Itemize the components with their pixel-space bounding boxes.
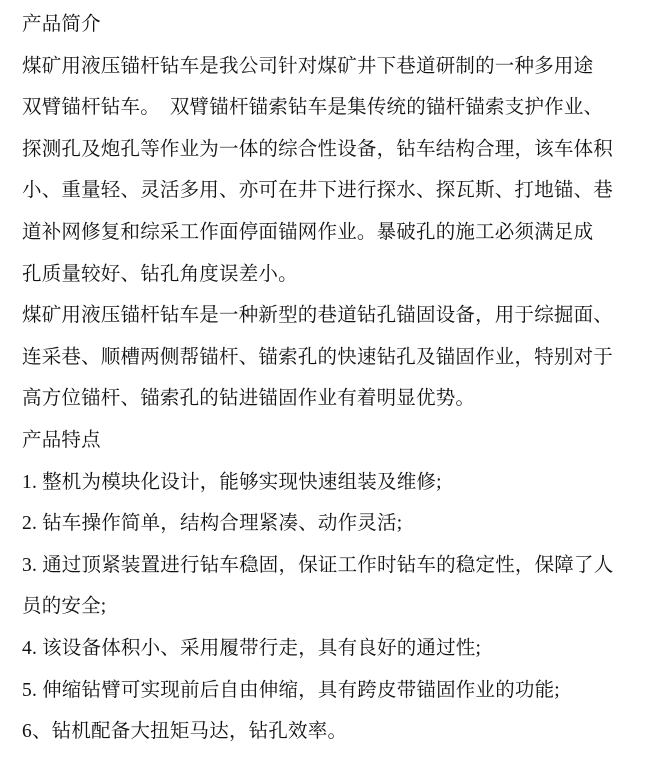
intro-paragraph2-line: 煤矿用液压锚杆钻车是一种新型的巷道钻孔锚固设备，用于综掘面、 <box>22 305 614 327</box>
intro-paragraph2-line: 连采巷、顺槽两侧帮锚杆、锚索孔的快速钻孔及锚固作业，特别对于 <box>22 346 614 368</box>
feature-item-line: 5. 伸缩钻臂可实现前后自由伸缩，具有跨皮带锚固作业的功能; <box>22 679 560 701</box>
feature-item-line: 1. 整机为模块化设计，能够实现快速组装及维修; <box>22 471 442 493</box>
feature-item-line: 2. 钻车操作简单，结构合理紧凑、动作灵活; <box>22 513 403 535</box>
product-features-heading: 产品特点 <box>22 429 101 451</box>
intro-paragraph2-line: 高方位锚杆、锚索孔的钻进锚固作业有着明显优势。 <box>22 388 476 410</box>
feature-item-line: 3. 通过顶紧装置进行钻车稳固，保证工作时钻车的稳定性，保障了人 <box>22 554 614 576</box>
feature-item-line: 6、钻机配备大扭矩马达，钻孔效率。 <box>22 721 348 743</box>
intro-paragraph1-line: 双臂锚杆钻车。 双臂锚杆锚索钻车是集传统的锚杆锚索支护作业、 <box>22 97 604 119</box>
intro-paragraph1-line: 探测孔及炮孔等作业为一体的综合性设备，钻车结构合理，该车体积 <box>22 138 614 160</box>
intro-paragraph1-line: 孔质量较好、钻孔角度误差小。 <box>22 263 298 285</box>
feature-item-line: 员的安全; <box>22 596 107 618</box>
feature-item-line: 4. 该设备体积小、采用履带行走，具有良好的通过性; <box>22 637 482 659</box>
product-intro-heading: 产品简介 <box>22 14 101 35</box>
intro-paragraph1-line: 小、重量轻、灵活多用、亦可在井下进行探水、探瓦斯、打地锚、巷 <box>22 180 614 202</box>
intro-paragraph1-line: 道补网修复和综采工作面停面锚网作业。暴破孔的施工必须满足成 <box>22 221 594 243</box>
intro-paragraph1-line: 煤矿用液压锚杆钻车是我公司针对煤矿井下巷道研制的一种多用途 <box>22 55 594 77</box>
